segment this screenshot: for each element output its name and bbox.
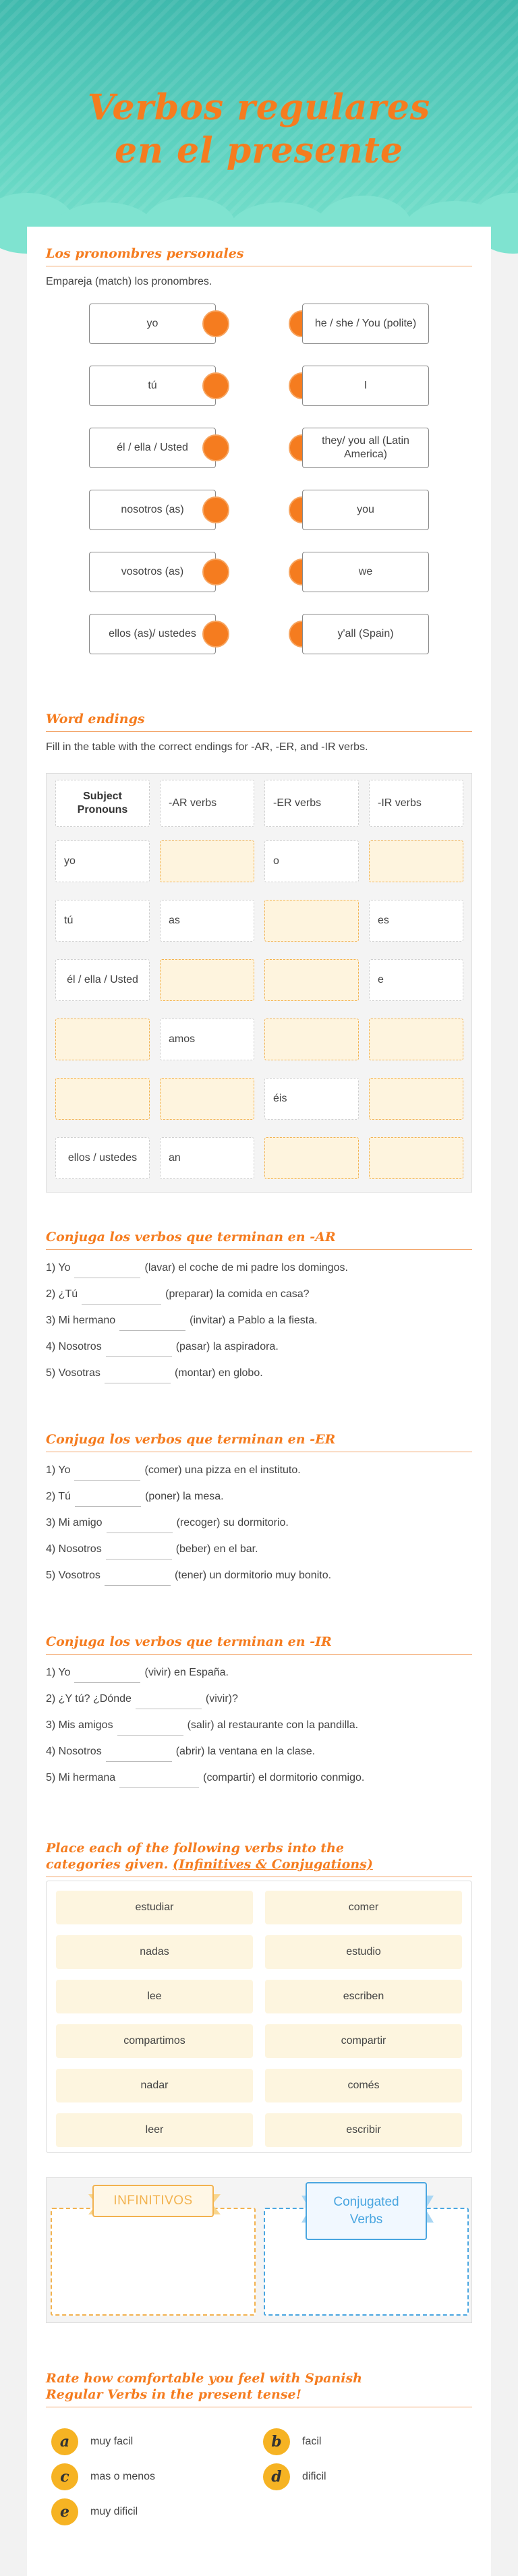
ending-cell: éis [264,1078,359,1120]
match-connector-dot[interactable] [202,434,229,461]
table-cell [366,1015,467,1064]
header-ir-verbs: -IR verbs [369,780,463,827]
match-row [46,552,472,592]
answer-blank[interactable] [117,1721,183,1736]
draggable-verb[interactable]: escribir [265,2113,462,2147]
ending-drop-slot[interactable] [264,900,359,942]
table-cell [52,956,153,1004]
option-letter-badge: b [263,2428,290,2455]
sort-title-line-1: Place each of the following verbs into the [46,1841,344,1856]
exercise-rest: (vivir)? [205,1693,238,1705]
match-right-item[interactable]: y'all (Spain) [302,614,429,654]
option-letter-badge: e [51,2498,78,2525]
table-cell [156,896,258,945]
match-row [46,366,472,406]
ending-drop-slot[interactable] [264,959,359,1001]
exercise-prompt: 1) Yo [46,1667,71,1678]
exercise-rest: (abrir) la ventana en la clase. [175,1746,316,1757]
ending-cell: amos [160,1019,254,1060]
ending-drop-slot[interactable] [369,840,463,882]
answer-blank[interactable] [74,1263,140,1278]
match-right-item[interactable]: you [302,490,429,530]
infinitivos-label: INFINITIVOS [92,2185,214,2217]
rating-title [46,2370,472,2407]
sort-title-plain: categories given. [46,1857,173,1872]
exercise-line [46,1742,472,1768]
match-row [46,614,472,654]
table-cell [156,956,258,1004]
exercise-line [46,1513,472,1539]
ending-drop-slot[interactable] [369,1019,463,1060]
ar-title: Conjuga los verbos que terminan en -AR [46,1229,472,1250]
page-title-line-1: Verbos regulares [87,87,431,128]
table-cell [156,837,258,886]
rating-title-line-1: Rate how comfortable you feel with Spanish [46,2371,362,2386]
rating-option[interactable] [263,2462,326,2492]
exercise-line [46,1539,472,1566]
pronouns-instruction: Empareja (match) los pronombres. [46,276,212,287]
answer-blank[interactable] [75,1492,141,1507]
ending-cell: e [369,959,463,1001]
exercise-line [46,1689,472,1715]
exercise-prompt: 5) Vosotros [46,1570,100,1581]
match-left-item[interactable]: tú [89,366,216,406]
exercise-rest: (preparar) la comida en casa? [165,1288,310,1300]
match-connector-dot[interactable] [202,310,229,337]
rating-title-line-2: Regular Verbs in the present tense! [46,2387,301,2402]
exercise-prompt: 5) Mi hermana [46,1772,116,1783]
table-header-cell [156,776,258,830]
exercise-rest: (pasar) la aspiradora. [175,1341,279,1352]
draggable-verb[interactable]: nadar [56,2069,253,2102]
answer-blank[interactable] [105,1369,171,1383]
exercise-rest: (montar) en globo. [174,1367,263,1379]
rating-option[interactable] [51,2427,133,2457]
header-ar-verbs: -AR verbs [160,780,254,827]
draggable-verb[interactable]: comer [265,1891,462,1924]
ending-cell: an [160,1137,254,1179]
exercise-prompt: 2) ¿Tú [46,1288,78,1300]
ending-drop-slot[interactable] [369,1078,463,1120]
match-connector-dot[interactable] [202,559,229,585]
match-left-item[interactable]: nosotros (as) [89,490,216,530]
table-cell [261,1015,362,1064]
sort-title [46,1840,472,1877]
match-right-item[interactable]: we [302,552,429,592]
answer-blank[interactable] [119,1773,199,1788]
category-area [46,2177,472,2323]
ending-cell: as [160,900,254,942]
option-letter-badge: d [263,2463,290,2490]
match-right-item[interactable]: I [302,366,429,406]
ar-exercise-list [46,1258,472,1390]
sort-items-area [46,1881,472,2153]
er-exercise-list [46,1460,472,1592]
exercise-rest: (vivir) en España. [144,1667,229,1678]
exercise-rest: (comer) una pizza en el instituto. [144,1464,301,1476]
match-left-item[interactable]: ellos (as)/ ustedes [89,614,216,654]
match-right-item[interactable]: they/ you all (Latin America) [302,428,429,468]
ir-title: Conjuga los verbos que terminan en -IR [46,1634,472,1655]
exercise-prompt: 2) Tú [46,1491,71,1502]
ending-drop-slot[interactable] [160,959,254,1001]
exercise-line [46,1284,472,1311]
table-cell [52,896,153,945]
draggable-verb[interactable]: compartir [265,2024,462,2058]
match-row [46,304,472,344]
endings-instruction: Fill in the table with the correct endings for -AR, -ER, and -IR verbs. [46,741,368,753]
exercise-prompt: 4) Nosotros [46,1746,102,1757]
exercise-line [46,1363,472,1390]
infinitivos-drop-zone[interactable] [51,2208,256,2316]
table-cell [261,896,362,945]
exercise-rest: (beber) en el bar. [175,1543,258,1555]
answer-blank[interactable] [106,1342,172,1357]
option-letter-badge: c [51,2463,78,2490]
match-left-item[interactable]: yo [89,304,216,344]
table-header-cell [261,776,362,830]
answer-blank[interactable] [105,1571,171,1586]
conjugated-label: Conjugated Verbs [306,2182,427,2240]
rating-option[interactable] [51,2497,138,2527]
table-cell [52,1075,153,1123]
table-cell [366,956,467,1004]
rating-section [46,2370,472,2552]
pronoun-cell: ellos / ustedes [55,1137,150,1179]
table-cell [366,896,467,945]
table-cell [366,837,467,886]
table-cell [261,1134,362,1182]
match-connector-dot[interactable] [202,496,229,523]
ending-drop-slot[interactable] [264,1137,359,1179]
page-title [0,86,518,173]
header-er-verbs: -ER verbs [264,780,359,827]
exercise-prompt: 5) Vosotras [46,1367,100,1379]
exercise-line [46,1566,472,1592]
table-header-cell [52,776,153,830]
option-label: mas o menos [90,2471,156,2482]
exercise-prompt: 3) Mis amigos [46,1719,113,1731]
answer-blank[interactable] [106,1747,172,1762]
ending-cell: es [369,900,463,942]
draggable-verb[interactable]: comés [265,2069,462,2102]
draggable-verb[interactable]: estudio [265,1935,462,1969]
table-cell [261,956,362,1004]
endings-section [46,711,472,1197]
match-row [46,490,472,530]
endings-title: Word endings [46,711,472,732]
exercise-prompt: 3) Mi hermano [46,1315,116,1326]
sort-section [46,1840,472,2339]
table-cell [52,1015,153,1064]
header-subject-pronouns: Subject Pronouns [55,780,150,827]
er-section [46,1431,472,1607]
ir-section [46,1634,472,1809]
exercise-rest: (recoger) su dormitorio. [176,1517,289,1528]
exercise-line [46,1311,472,1337]
rating-option[interactable] [51,2462,155,2492]
exercise-line [46,1768,472,1794]
exercise-prompt: 1) Yo [46,1262,71,1273]
match-left-item[interactable]: él / ella / Usted [89,428,216,468]
match-left-item[interactable]: vosotros (as) [89,552,216,592]
ir-exercise-list [46,1663,472,1794]
table-cell [52,1134,153,1182]
exercise-rest: (compartir) el dormitorio conmigo. [203,1772,365,1783]
option-label: facil [302,2436,322,2447]
exercise-line [46,1715,472,1742]
table-cell [366,1075,467,1123]
draggable-verb[interactable]: estudiar [56,1891,253,1924]
answer-blank[interactable] [119,1316,185,1331]
pronoun-drop-slot[interactable] [55,1019,150,1060]
er-title: Conjuga los verbos que terminan en -ER [46,1431,472,1452]
exercise-prompt: 2) ¿Y tú? ¿Dónde [46,1693,132,1705]
exercise-rest: (tener) un dormitorio muy bonito. [174,1570,332,1581]
pronoun-cell: él / ella / Usted [55,959,150,1001]
exercise-line [46,1487,472,1513]
table-cell [156,1134,258,1182]
header-banner [0,0,518,243]
ar-section [46,1229,472,1404]
rating-option[interactable] [263,2427,321,2457]
option-label: muy facil [90,2436,134,2447]
table-cell [156,1075,258,1123]
exercise-prompt: 1) Yo [46,1464,71,1476]
answer-blank[interactable] [82,1290,161,1305]
exercise-line [46,1337,472,1363]
endings-table [46,773,472,1193]
exercise-prompt: 3) Mi amigo [46,1517,103,1528]
table-cell [261,1075,362,1123]
pronouns-section [46,246,472,664]
table-cell [52,837,153,886]
ending-drop-slot[interactable] [369,1137,463,1179]
ending-cell: o [264,840,359,882]
ending-drop-slot[interactable] [264,1019,359,1060]
exercise-rest: (invitar) a Pablo a la fiesta. [190,1315,318,1326]
answer-blank[interactable] [136,1694,202,1709]
option-label: dificil [302,2471,326,2482]
match-connector-dot[interactable] [202,621,229,648]
exercise-prompt: 4) Nosotros [46,1543,102,1555]
table-cell [261,837,362,886]
pronoun-cell: yo [55,840,150,882]
match-area [46,304,472,668]
table-cell [156,1015,258,1064]
match-row [46,428,472,468]
sort-title-underlined: (Infinitives & Conjugations) [173,1857,373,1872]
answer-blank[interactable] [106,1545,172,1559]
option-label: muy dificil [90,2506,138,2517]
exercise-rest: (lavar) el coche de mi padre los domingos. [144,1262,348,1273]
draggable-verb[interactable]: compartimos [56,2024,253,2058]
pronouns-title: Los pronombres personales [46,246,472,266]
ending-drop-slot[interactable] [160,840,254,882]
table-header-cell [366,776,467,830]
pronoun-drop-slot[interactable] [55,1078,150,1120]
option-letter-badge: a [51,2428,78,2455]
pronoun-cell: tú [55,900,150,942]
draggable-verb[interactable]: leer [56,2113,253,2147]
match-right-item[interactable]: he / she / You (polite) [302,304,429,344]
exercise-rest: (poner) la mesa. [145,1491,224,1502]
exercise-line [46,1258,472,1284]
match-connector-dot[interactable] [202,372,229,399]
draggable-verb[interactable]: lee [56,1980,253,2013]
answer-blank[interactable] [74,1668,140,1683]
draggable-verb[interactable]: nadas [56,1935,253,1969]
exercise-line [46,1460,472,1487]
exercise-line [46,1663,472,1689]
page-title-line-2: en el presente [114,130,404,171]
answer-blank[interactable] [107,1518,173,1533]
table-cell [366,1134,467,1182]
sort-title-line-2 [46,1856,472,1872]
exercise-rest: (salir) al restaurante con la pandilla. [187,1719,359,1731]
ending-drop-slot[interactable] [160,1078,254,1120]
exercise-prompt: 4) Nosotros [46,1341,102,1352]
answer-blank[interactable] [74,1466,140,1481]
draggable-verb[interactable]: escriben [265,1980,462,2013]
